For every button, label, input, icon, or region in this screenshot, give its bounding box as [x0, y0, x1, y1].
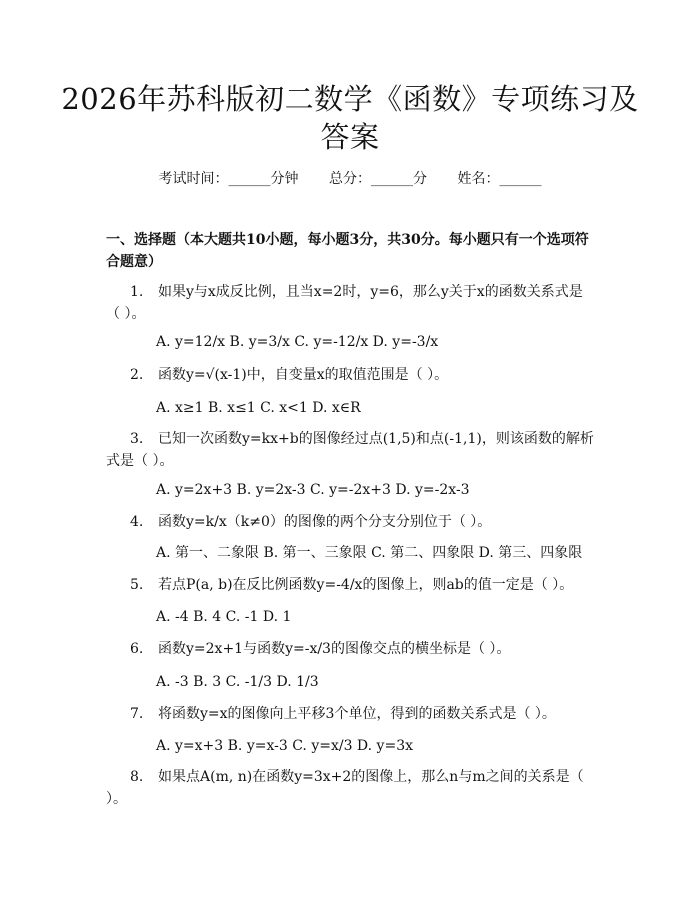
- total-score: 总分：______分: [329, 171, 427, 187]
- title-line-2: 答案: [320, 120, 380, 154]
- question-text: 若点P(a, b)在反比例函数y=-4/x的图像上，则ab的值一定是（ ）。: [158, 577, 574, 593]
- question-text: 如果点A(m, n)在函数y=3x+2的图像上，那么n与m之间的关系是（ ）。: [106, 769, 584, 807]
- question-text: 函数y=√(x-1)中，自变量x的取值范围是（ ）。: [158, 367, 449, 383]
- question-number: 6.: [130, 641, 144, 657]
- question-8: [106, 766, 596, 810]
- question-3: [106, 428, 596, 472]
- question-5: [106, 574, 596, 596]
- question-1-options: A. y=12/x B. y=3/x C. y=-12/x D. y=-3/x: [156, 334, 439, 350]
- question-text: 已知一次函数y=kx+b的图像经过点(1,5)和点(-1,1)，则该函数的解析式是（ ）。: [106, 431, 594, 469]
- question-1: [106, 281, 596, 325]
- question-number: 2.: [130, 367, 144, 383]
- question-4: [106, 511, 596, 533]
- question-text: 函数y=2x+1与函数y=-x/3的图像交点的横坐标是（ ）。: [158, 641, 511, 657]
- exam-time: 考试时间：______分钟: [158, 171, 299, 187]
- question-text: 函数y=k/x（k≠0）的图像的两个分支分别位于（ ）。: [158, 514, 492, 530]
- question-2-options: A. x≥1 B. x≤1 C. x<1 D. x∈R: [156, 400, 361, 416]
- question-number: 5.: [130, 577, 144, 593]
- title-line-1: 2026年苏科版初二数学《函数》专项练习及: [61, 82, 639, 116]
- exam-meta: [0, 168, 700, 188]
- student-name: 姓名：______: [457, 171, 542, 187]
- question-number: 4.: [130, 514, 144, 530]
- question-text: 将函数y=x的图像向上平移3个单位，得到的函数关系式是（ ）。: [158, 706, 556, 722]
- section-heading: 一、选择题（本大题共10小题，每小题3分，共30分。每小题只有一个选项符合题意）: [106, 232, 589, 270]
- question-3-options: A. y=2x+3 B. y=2x-3 C. y=-2x+3 D. y=-2x-3: [156, 482, 470, 498]
- question-2: [106, 364, 596, 386]
- question-4-options: A. 第一、二象限 B. 第一、三象限 C. 第二、四象限 D. 第三、四象限: [156, 545, 583, 561]
- question-number: 1.: [130, 284, 144, 300]
- question-6: [106, 638, 596, 660]
- question-7: [106, 703, 596, 725]
- question-5-options: A. -4 B. 4 C. -1 D. 1: [156, 609, 292, 625]
- question-number: 7.: [130, 706, 144, 722]
- question-number: 8.: [130, 769, 144, 785]
- question-number: 3.: [130, 431, 144, 447]
- question-6-options: A. -3 B. 3 C. -1/3 D. 1/3: [156, 674, 319, 690]
- document-title: [0, 80, 700, 156]
- question-7-options: A. y=x+3 B. y=x-3 C. y=x/3 D. y=3x: [156, 738, 413, 754]
- question-text: 如果y与x成反比例，且当x=2时，y=6，那么y关于x的函数关系式是（ ）。: [106, 284, 583, 322]
